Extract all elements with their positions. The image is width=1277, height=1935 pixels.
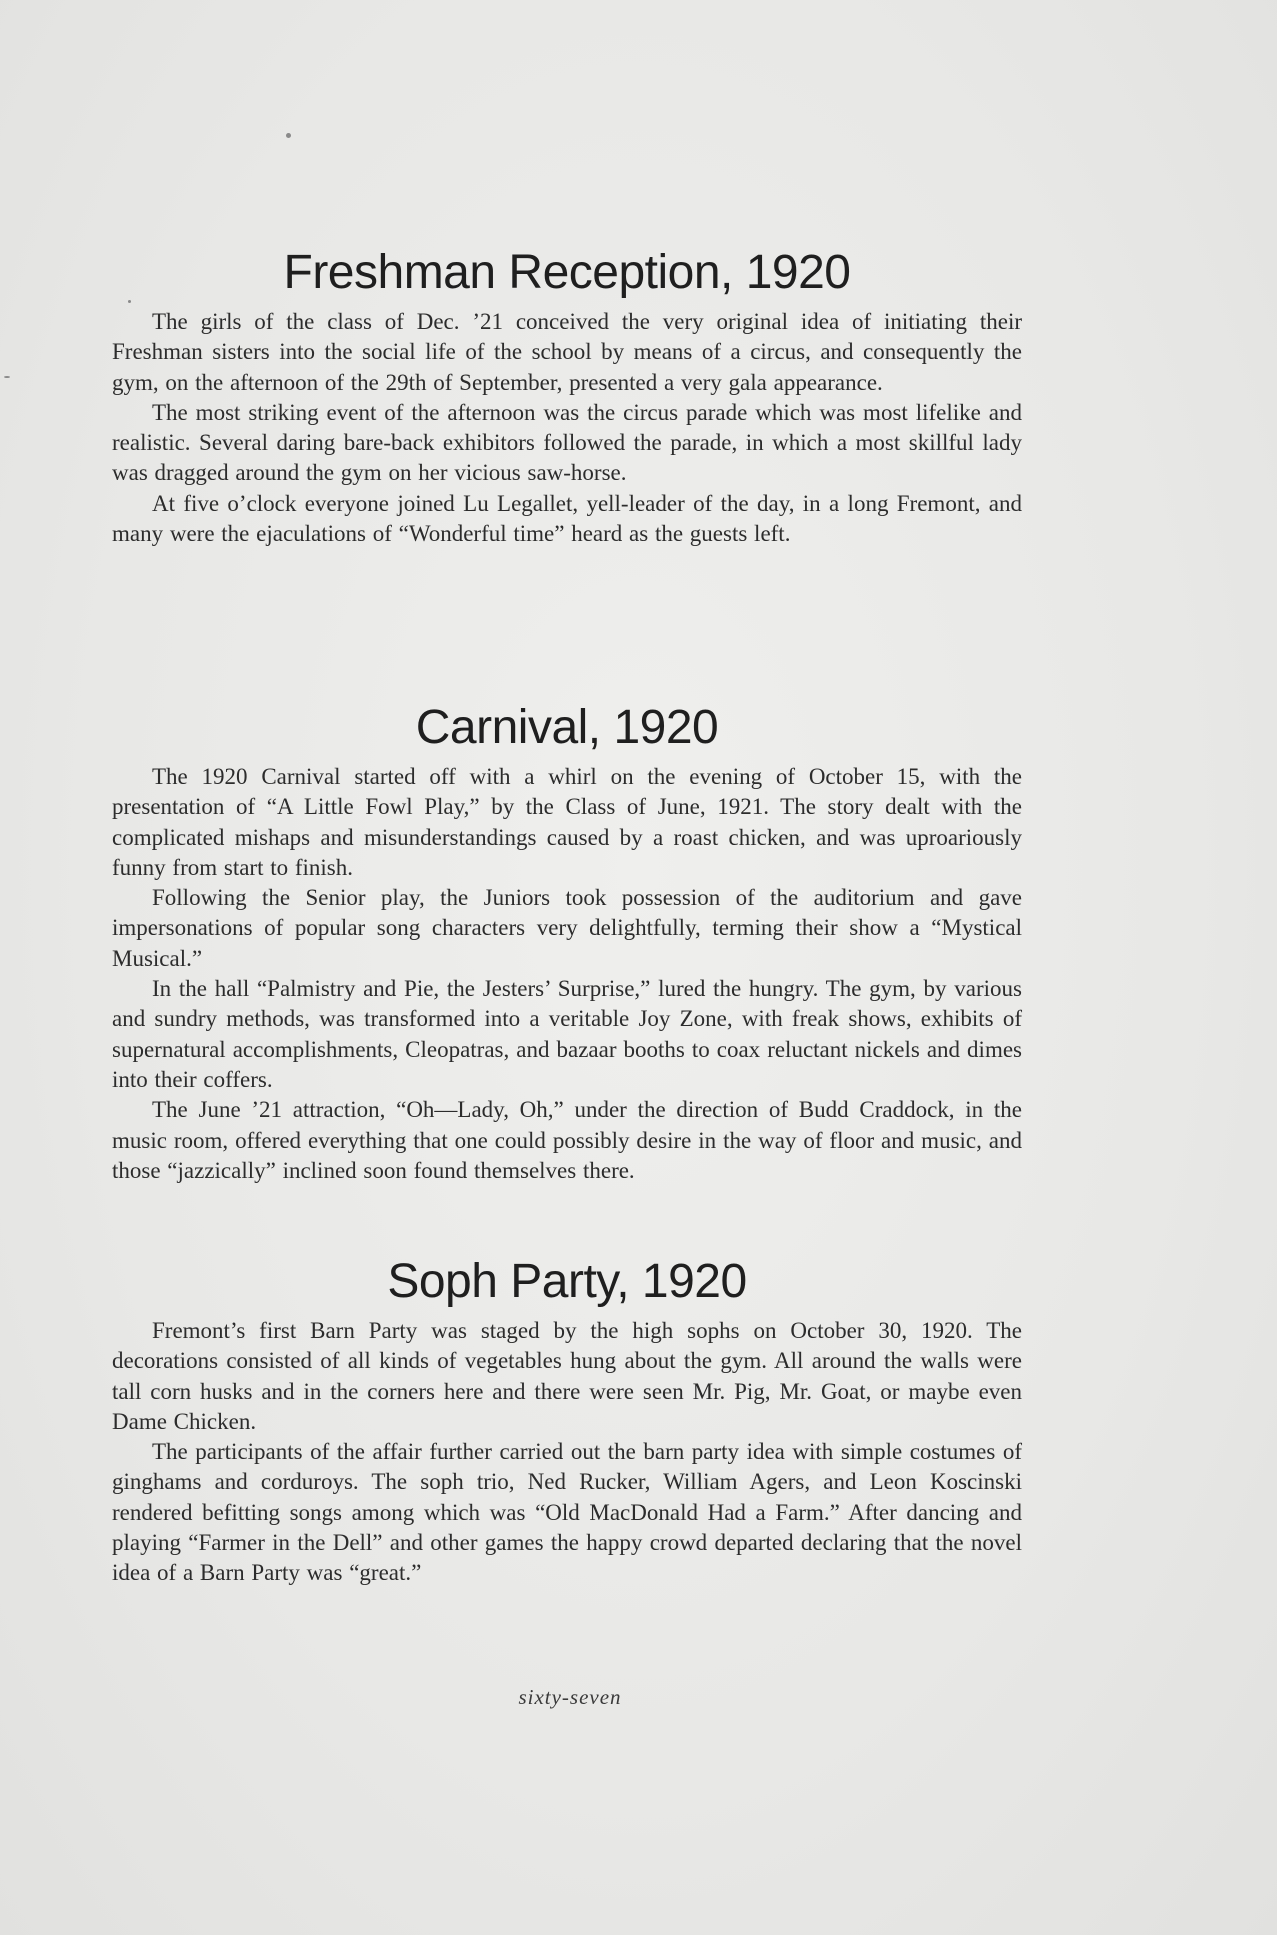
page-number: sixty-seven <box>518 1685 622 1709</box>
section-title: Freshman Reception, 1920 <box>283 246 851 299</box>
section-title: Soph Party, 1920 <box>387 1255 747 1308</box>
paragraph: The 1920 Carnival started off with a whirl on the evening of October 15, with the presentation of “A Little Fowl Play,” by the Class of June, 1921. The story dealt with the complicated mishaps and misunderstandings caused by a roast chicken, and was uproariously funny from start to finish. <box>112 764 1022 880</box>
paragraph: In the hall “Palmistry and Pie, the Jesters’ Surprise,” lured the hungry. The gym, by various and sundry methods, was transformed into a veritable Joy Zone, with freak shows, exhibits of supernatural accomplishments, Cleopatras, and bazaar booths to coax reluctant nickels and dimes into their coffers. <box>112 976 1022 1092</box>
paragraph: The participants of the affair further carried out the barn party idea with simple costumes of ginghams and corduroys. The soph trio, Ned Rucker, William Agers, and Leon Koscinski rendered befitting songs among which was “Old MacDonald Had a Farm.” After dancing and playing “Farmer in the Dell” and other games the happy crowd departed declaring that the novel idea of a Barn Party was “great.” <box>112 1439 1022 1586</box>
paragraph: Following the Senior play, the Juniors took possession of the auditorium and gave impersonations of popular song characters very delightfully, terming their show a “Mystical Musical.” <box>112 885 1022 971</box>
paper-speck <box>4 376 10 378</box>
paper-speck <box>286 133 291 138</box>
paragraph: Fremont’s first Barn Party was staged by the high sophs on October 30, 1920. The decorations consisted of all kinds of vegetables hung about the gym. All around the walls were tall corn husks and in the corners here and there were seen Mr. Pig, Mr. Goat, or maybe even Dame Chicken. <box>112 1318 1022 1434</box>
section-freshman-reception <box>112 245 1022 549</box>
paragraph: The June ’21 attraction, “Oh—Lady, Oh,” under the direction of Budd Craddock, in the music room, offered everything that one could possibly desire in the way of floor and music, and those “jazzically” inclined soon found themselves there. <box>112 1097 1022 1183</box>
paragraph: At five o’clock everyone joined Lu Legallet, yell-leader of the day, in a long Fremont, and many were the ejaculations of “Wonderful time” heard as the guests left. <box>112 490 1022 547</box>
paragraph: The most striking event of the afternoon was the circus parade which was most lifelike and realistic. Several daring bare-back exhibitors followed the parade, in which a most skillful lady was dragged around the gym on her vicious saw-horse. <box>112 399 1022 486</box>
paragraph: The girls of the class of Dec. ’21 conceived the very original idea of initiating their Freshman sisters into the social life of the school by means of a circus, and consequently the gym, on the afternoon of the 29th of September, presented a very gala appearance. <box>112 309 1022 395</box>
section-soph-party <box>112 1254 1022 1589</box>
section-carnival <box>112 700 1022 1186</box>
section-title: Carnival, 1920 <box>415 701 719 754</box>
